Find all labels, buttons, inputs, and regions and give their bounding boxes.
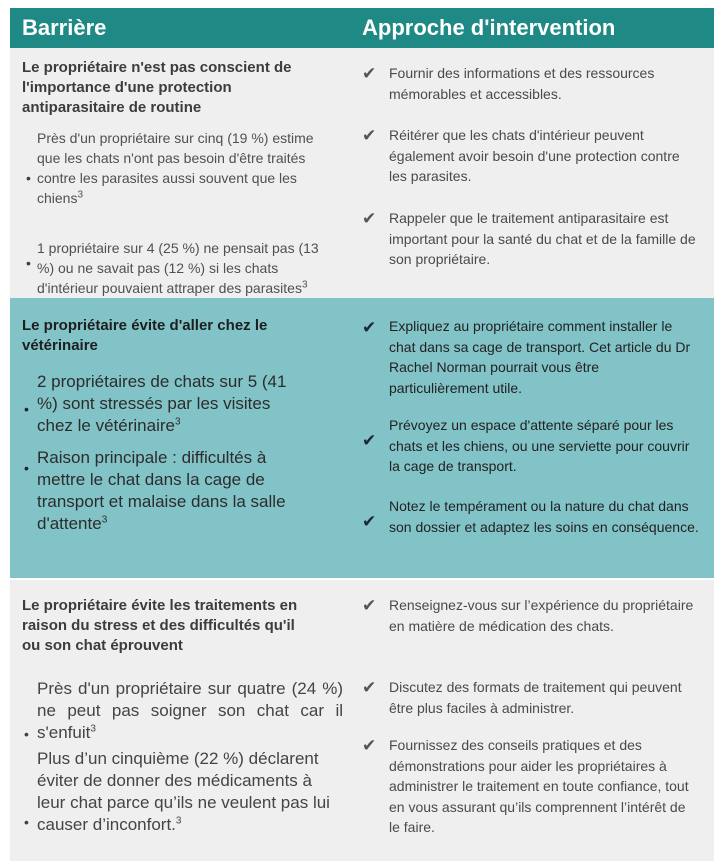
checkmark-icon: ✔ [362, 596, 377, 615]
checkmark-icon: ✔ [362, 431, 377, 450]
statistic: Plus d’un cinquième (22 %) déclarent éviter de donner des médicaments à leur chat parce qu’ils ne veulent pas lui causer d’inconfort.$^3$ [37, 749, 330, 834]
bullet-icon: • [24, 401, 29, 417]
action-item: Discutez des formats de traitement qui peuvent être plus faciles à administrer. [389, 679, 682, 716]
checkmark-icon: ✔ [362, 318, 377, 337]
statistic: Près d'un propriétaire sur quatre (24 %) ne peut pas soigner son chat car il s'enfuit$^3$ [37, 679, 343, 742]
checkmark-icon: ✔ [362, 209, 377, 228]
checkmark-icon: ✔ [362, 678, 377, 697]
barrier-title: Le propriétaire évite d'aller chez le vétérinaire [22, 317, 268, 354]
column-header-approach: Approche d'intervention [362, 15, 616, 40]
action-item: Prévoyez un espace d'attente séparé pour les chats et les chiens, ou une serviette pour couvrir la cage de transport. [389, 417, 690, 474]
bullet-icon: • [24, 726, 29, 742]
statistic: 1 propriétaire sur 4 (25 %) ne pensait pas (13 %) ou ne savait pas (12 %) si les chats d'intérieur pouvaient attraper des parasites$^3$ [37, 240, 319, 296]
bullet-icon: • [24, 460, 29, 476]
action-item: Fournir des informations et des ressources mémorables et accessibles. [389, 65, 655, 102]
barrier-title: Le propriétaire n'est pas conscient de l'importance d'une protection antiparasitaire de routine [22, 59, 292, 116]
column-header-barrier: Barrière [22, 15, 107, 40]
action-item: Fournissez des conseils pratiques et des démonstrations pour aider les propriétaires à administrer le traitement en toute confiance, tout en vous assurant qu’ils comprennent l’intérêt de le faire. [389, 737, 689, 835]
action-item: Expliquez au propriétaire comment installer le chat dans sa cage de transport. Cet article du Dr Rachel Norman pourrait vous être particulièrement utile. [389, 318, 691, 396]
action-item: Rappeler que le traitement antiparasitaire est important pour la santé du chat et de la famille de son propriétaire. [389, 210, 696, 267]
table-header [10, 8, 714, 48]
bullet-icon: • [26, 255, 31, 271]
action-item: Renseignez-vous sur l’expérience du propriétaire en matière de médication des chats. [389, 597, 694, 634]
checkmark-icon: ✔ [362, 512, 377, 531]
action-item: Réitérer que les chats d'intérieur peuvent également avoir besoin d'une protection contre les parasites. [389, 127, 680, 184]
statistic: 2 propriétaires de chats sur 5 (41 %) sont stressés par les visites chez le vétérinaire$^3$ [37, 372, 287, 435]
checkmark-icon: ✔ [362, 736, 377, 755]
statistic: Raison principale : difficultés à mettre le chat dans la cage de transport et malaise dans la salle d'attente$^3$ [37, 448, 286, 533]
bullet-icon: • [26, 170, 31, 186]
checkmark-icon: ✔ [362, 126, 377, 145]
bullet-icon: • [24, 814, 29, 830]
statistic: Près d'un propriétaire sur cinq (19 %) estime que les chats n'ont pas besoin d'être traités contre les parasites aussi souvent que les chiens$^3$ [37, 130, 314, 206]
checkmark-icon: ✔ [362, 64, 377, 83]
barrier-title: Le propriétaire évite les traitements en raison du stress et des difficultés qu'il ou son chat éprouvent [22, 597, 298, 654]
row-divider [10, 578, 714, 580]
action-item: Notez le tempérament ou la nature du chat dans son dossier et adaptez les soins en conséquence. [389, 498, 699, 535]
